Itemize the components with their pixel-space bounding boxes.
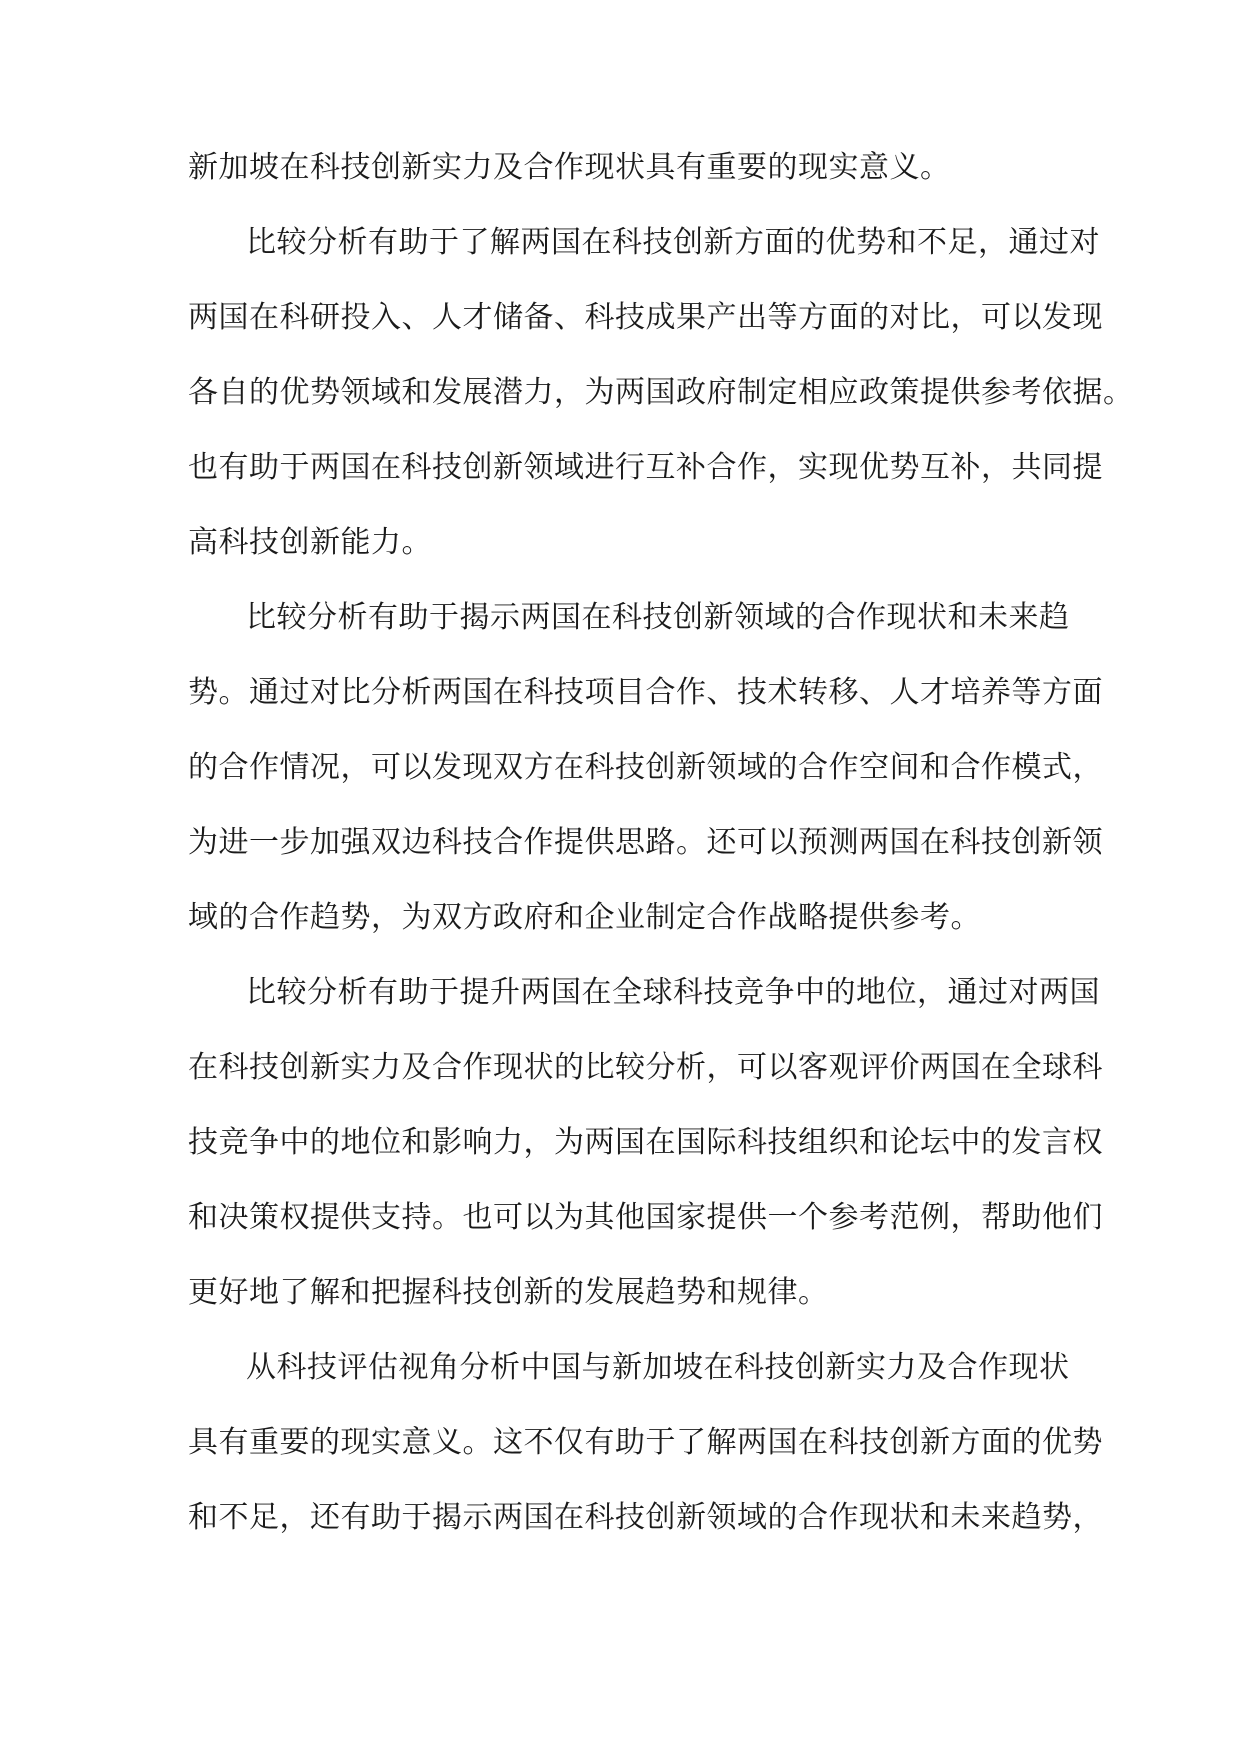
text-line: 和不足，还有助于揭示两国在科技创新领域的合作现状和未来趋势， bbox=[188, 1500, 1103, 1535]
text-line: 为进一步加强双边科技合作提供思路。还可以预测两国在科技创新领 bbox=[188, 825, 1103, 860]
text-line: 新加坡在科技创新实力及合作现状具有重要的现实意义。 bbox=[188, 150, 951, 185]
text-line: 也有助于两国在科技创新领域进行互补合作，实现优势互补，共同提 bbox=[188, 450, 1103, 485]
text-line: 具有重要的现实意义。这不仅有助于了解两国在科技创新方面的优势 bbox=[188, 1425, 1103, 1460]
text-line: 从科技评估视角分析中国与新加坡在科技创新实力及合作现状 bbox=[246, 1350, 1070, 1385]
text-line: 势。通过对比分析两国在科技项目合作、技术转移、人才培养等方面 bbox=[188, 675, 1103, 710]
text-line: 各自的优势领域和发展潜力，为两国政府制定相应政策提供参考依据。 bbox=[188, 375, 1134, 410]
text-line: 和决策权提供支持。也可以为其他国家提供一个参考范例，帮助他们 bbox=[188, 1200, 1103, 1235]
text-line: 两国在科研投入、人才储备、科技成果产出等方面的对比，可以发现 bbox=[188, 300, 1103, 335]
text-line: 的合作情况，可以发现双方在科技创新领域的合作空间和合作模式， bbox=[188, 750, 1103, 785]
text-line: 比较分析有助于提升两国在全球科技竞争中的地位，通过对两国 bbox=[246, 975, 1100, 1010]
text-line: 技竞争中的地位和影响力，为两国在国际科技组织和论坛中的发言权 bbox=[188, 1125, 1103, 1160]
text-line: 域的合作趋势，为双方政府和企业制定合作战略提供参考。 bbox=[188, 900, 981, 935]
text-line: 更好地了解和把握科技创新的发展趋势和规律。 bbox=[188, 1275, 829, 1310]
text-line: 在科技创新实力及合作现状的比较分析，可以客观评价两国在全球科 bbox=[188, 1050, 1103, 1085]
text-line: 比较分析有助于了解两国在科技创新方面的优势和不足，通过对 bbox=[246, 225, 1100, 260]
text-line: 高科技创新能力。 bbox=[188, 525, 432, 560]
text-line: 比较分析有助于揭示两国在科技创新领域的合作现状和未来趋 bbox=[246, 600, 1070, 635]
